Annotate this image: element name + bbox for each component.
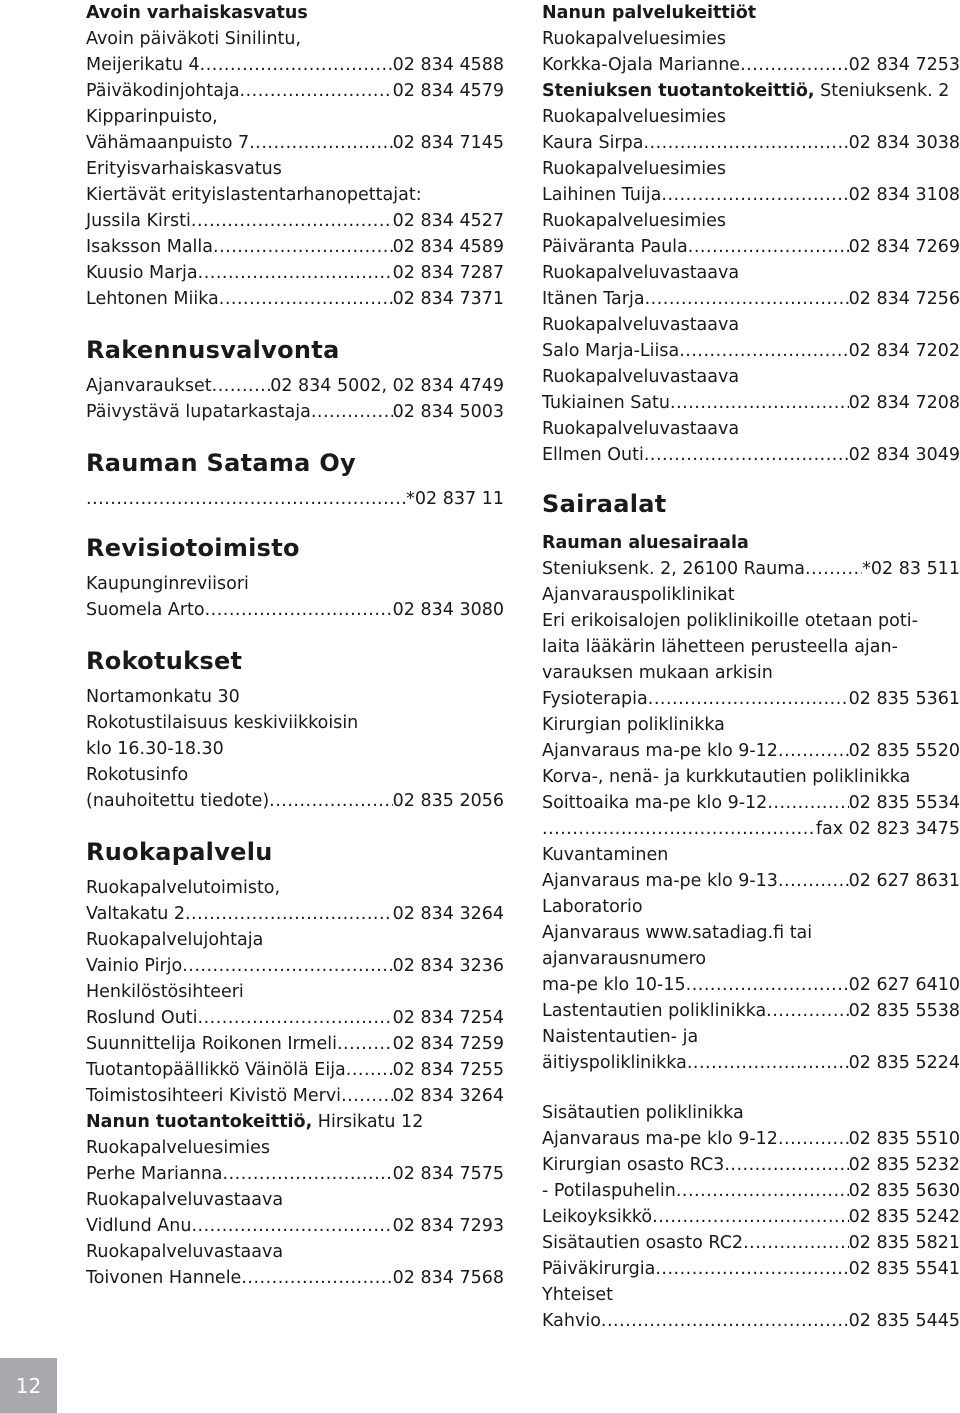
directory-entry xyxy=(542,1256,960,1282)
directory-entry xyxy=(542,234,960,260)
section-heading: Rauman Satama Oy xyxy=(86,449,356,477)
directory-entry xyxy=(86,1265,504,1291)
directory-entry xyxy=(86,901,504,927)
entry-label: Jussila Kirsti xyxy=(86,211,191,231)
phone-number: 02 834 7293 xyxy=(392,1216,504,1236)
text-line: Ruokapalveluvastaava xyxy=(542,367,740,387)
phone-number: 02 834 7202 xyxy=(848,341,960,361)
directory-entry xyxy=(86,130,504,156)
directory-entry xyxy=(86,286,504,312)
leader-dots xyxy=(766,998,848,1024)
directory-entry xyxy=(86,486,504,512)
leader-dots xyxy=(346,1057,393,1083)
directory-entry xyxy=(86,788,504,814)
text-line: Ruokapalveluvastaava xyxy=(542,419,740,439)
phone-number: 02 834 7208 xyxy=(848,393,960,413)
text-line: Ruokapalveluesimies xyxy=(542,29,727,49)
section-heading: Rakennusvalvonta xyxy=(86,336,340,364)
entry-label: Korkka-Ojala Marianne xyxy=(542,55,741,75)
phone-number: 02 834 7568 xyxy=(392,1268,504,1288)
phone-number: 02 834 4588 xyxy=(392,55,504,75)
phone-number: 02 834 3264 xyxy=(392,904,504,924)
entry-label: - Potilaspuhelin xyxy=(542,1181,676,1201)
directory-entry xyxy=(86,234,504,260)
leader-dots xyxy=(686,972,849,998)
directory-entry xyxy=(86,52,504,78)
leader-dots xyxy=(644,442,849,468)
entry-label: (nauhoitettu tiedote) xyxy=(86,791,270,811)
directory-entry xyxy=(542,286,960,312)
section-heading: Rokotukset xyxy=(86,647,243,675)
leader-dots xyxy=(223,1161,393,1187)
phone-number: 02 834 7269 xyxy=(848,237,960,257)
phone-number: 02 835 5520 xyxy=(848,741,960,761)
entry-label: Steniuksenk. 2, 26100 Rauma xyxy=(542,559,806,579)
phone-number: 02 834 4527 xyxy=(392,211,504,231)
entry-label: Soittoaika ma-pe klo 9-12 xyxy=(542,793,768,813)
phone-number: 02 834 7371 xyxy=(392,289,504,309)
phone-number: 02 834 3264 xyxy=(392,1086,504,1106)
leader-dots xyxy=(205,597,393,623)
address-text: Hirsikatu 12 xyxy=(312,1112,424,1132)
leader-dots xyxy=(652,1204,849,1230)
entry-label: Kirurgian osasto RC3 xyxy=(542,1155,725,1175)
text-line: Henkilöstösihteeri xyxy=(86,982,244,1002)
leader-dots xyxy=(86,486,406,512)
leader-dots xyxy=(648,686,849,712)
phone-number: 02 834 7259 xyxy=(392,1034,504,1054)
phone-number: 02 835 5232 xyxy=(848,1155,960,1175)
phone-number: 02 835 5510 xyxy=(848,1129,960,1149)
directory-entry xyxy=(542,686,960,712)
section-heading: Sairaalat xyxy=(542,490,667,518)
directory-entry xyxy=(542,1204,960,1230)
directory-entry xyxy=(542,816,960,842)
leader-dots xyxy=(542,816,816,842)
text-line: Rokotustilaisuus keskiviikkoisin xyxy=(86,713,359,733)
directory-entry xyxy=(542,790,960,816)
directory-entry xyxy=(86,1031,504,1057)
entry-label: Itänen Tarja xyxy=(542,289,645,309)
phone-number: 02 835 5361 xyxy=(848,689,960,709)
entry-label: Ajanvaraus ma-pe klo 9-12 xyxy=(542,1129,778,1149)
leader-dots xyxy=(778,868,849,894)
entry-label: Isaksson Malla xyxy=(86,237,214,257)
leader-dots xyxy=(679,338,848,364)
leader-dots xyxy=(688,234,849,260)
text-line: Kuvantaminen xyxy=(542,845,669,865)
text-line: Kiertävät erityislastentarhanopettajat: xyxy=(86,185,422,205)
phone-number: 02 834 7253 xyxy=(848,55,960,75)
leader-dots xyxy=(341,1083,393,1109)
directory-entry xyxy=(542,1308,960,1334)
leader-dots xyxy=(645,286,849,312)
phone-number: 02 834 7575 xyxy=(392,1164,504,1184)
entry-label: Päivystävä lupatarkastaja xyxy=(86,402,311,422)
section-heading: Ruokapalvelu xyxy=(86,838,273,866)
directory-entry xyxy=(542,738,960,764)
directory-entry xyxy=(86,597,504,623)
entry-label: Vähämaanpuisto 7 xyxy=(86,133,250,153)
phone-number: 02 835 5224 xyxy=(848,1053,960,1073)
leader-dots xyxy=(240,78,393,104)
entry-label: Lehtonen Miika xyxy=(86,289,219,309)
text-line: Ruokapalvelutoimisto, xyxy=(86,878,281,898)
text-line: Erityisvarhaiskasvatus xyxy=(86,159,282,179)
phone-number: *02 83 511 xyxy=(862,559,960,579)
entry-label: Kaura Sirpa xyxy=(542,133,644,153)
entry-label: Meijerikatu 4 xyxy=(86,55,200,75)
text-line: Korva-, nenä- ja kurkkutautien poliklinikka xyxy=(542,767,911,787)
phone-number: 02 834 3038 xyxy=(848,133,960,153)
text-line: Yhteiset xyxy=(542,1285,614,1305)
entry-label: Suomela Arto xyxy=(86,600,205,620)
directory-entry xyxy=(86,1161,504,1187)
subheading: Avoin varhaiskasvatus xyxy=(86,3,308,23)
entry-label: Vainio Pirjo xyxy=(86,956,183,976)
entry-label: Päiväkirurgia xyxy=(542,1259,656,1279)
entry-label: Tuotantopäällikkö Väinölä Eija xyxy=(86,1060,346,1080)
entry-label: Toimistosihteeri Kivistö Mervi xyxy=(86,1086,342,1106)
directory-entry xyxy=(542,442,960,468)
directory-entry xyxy=(542,972,960,998)
phone-number: 02 834 3108 xyxy=(848,185,960,205)
entry-label: Kuusio Marja xyxy=(86,263,198,283)
leader-dots xyxy=(740,52,849,78)
bold-label: Nanun tuotantokeittiö, xyxy=(86,1112,313,1132)
phone-number: 02 834 7256 xyxy=(848,289,960,309)
directory-entry xyxy=(86,1213,504,1239)
entry-label: Leikoyksikkö xyxy=(542,1207,653,1227)
phone-number: *02 837 11 xyxy=(406,489,504,509)
text-line xyxy=(86,1109,423,1135)
directory-entry xyxy=(86,373,504,399)
leader-dots xyxy=(337,1031,393,1057)
entry-label: Tukiainen Satu xyxy=(542,393,671,413)
phone-number: 02 835 5821 xyxy=(848,1233,960,1253)
text-line: Kaupunginreviisori xyxy=(86,574,249,594)
leader-dots xyxy=(182,953,392,979)
leader-dots xyxy=(249,130,392,156)
text-line: Rokotusinfo xyxy=(86,765,189,785)
phone-number: 02 834 5002, 02 834 4749 xyxy=(270,376,504,396)
directory-entry xyxy=(542,1050,960,1076)
directory-entry xyxy=(86,399,504,425)
text-line: Ruokapalveluesimies xyxy=(86,1138,271,1158)
directory-entry xyxy=(86,78,504,104)
text-line: Kirurgian poliklinikka xyxy=(542,715,725,735)
directory-entry xyxy=(542,1178,960,1204)
leader-dots xyxy=(724,1152,848,1178)
directory-entry xyxy=(86,260,504,286)
text-line: klo 16.30-18.30 xyxy=(86,739,224,759)
entry-label: Suunnittelija Roikonen Irmeli xyxy=(86,1034,337,1054)
text-line: Ajanvarauspoliklinikat xyxy=(542,585,735,605)
entry-label: Lastentautien poliklinikka xyxy=(542,1001,767,1021)
leader-dots xyxy=(191,208,393,234)
phone-number: 02 835 5538 xyxy=(848,1001,960,1021)
phone-number: 02 834 3049 xyxy=(848,445,960,465)
phone-number: 02 834 7255 xyxy=(392,1060,504,1080)
leader-dots xyxy=(805,556,862,582)
directory-entry xyxy=(542,1230,960,1256)
directory-entry xyxy=(542,556,960,582)
directory-entry xyxy=(542,130,960,156)
text-line: varauksen mukaan arkisin xyxy=(542,663,773,683)
phone-number: 02 834 3080 xyxy=(392,600,504,620)
page-number: 12 xyxy=(0,1358,57,1413)
leader-dots xyxy=(185,901,393,927)
leader-dots xyxy=(661,182,848,208)
entry-label: Ajanvaraukset xyxy=(86,376,212,396)
entry-label: Salo Marja-Liisa xyxy=(542,341,680,361)
phone-number: 02 834 7145 xyxy=(392,133,504,153)
text-line xyxy=(542,78,949,104)
text-line: Ruokapalveluesimies xyxy=(542,211,727,231)
address-text: Steniuksenk. 2 xyxy=(814,81,950,101)
entry-label: Valtakatu 2 xyxy=(86,904,185,924)
text-line: Ruokapalveluesimies xyxy=(542,107,727,127)
text-line: laita lääkärin lähetteen perusteella ajan- xyxy=(542,637,898,657)
bold-label: Steniuksen tuotantokeittiö, xyxy=(542,81,815,101)
phone-number: 02 835 2056 xyxy=(392,791,504,811)
entry-label: Päiväranta Paula xyxy=(542,237,688,257)
subheading: Nanun palvelukeittiöt xyxy=(542,3,757,23)
entry-label: Laihinen Tuija xyxy=(542,185,662,205)
directory-entry xyxy=(86,953,504,979)
directory-entry xyxy=(542,1152,960,1178)
text-line: Sisätautien poliklinikka xyxy=(542,1103,744,1123)
entry-label: Ellmen Outi xyxy=(542,445,644,465)
leader-dots xyxy=(655,1256,848,1282)
leader-dots xyxy=(219,286,393,312)
phone-number: 02 834 4589 xyxy=(392,237,504,257)
subheading: Rauman aluesairaala xyxy=(542,533,749,553)
entry-label: Ajanvaraus ma-pe klo 9-12 xyxy=(542,741,778,761)
leader-dots xyxy=(198,1005,393,1031)
phone-number: fax 02 823 3475 xyxy=(815,819,960,839)
entry-label: Päiväkodinjohtaja xyxy=(86,81,240,101)
directory-entry xyxy=(542,1126,960,1152)
text-line: Ruokapalveluvastaava xyxy=(542,263,740,283)
entry-label: Perhe Marianna xyxy=(86,1164,223,1184)
leader-dots xyxy=(212,373,271,399)
phone-number: 02 835 5445 xyxy=(848,1311,960,1331)
phone-number: 02 627 8631 xyxy=(848,871,960,891)
leader-dots xyxy=(241,1265,392,1291)
phone-number: 02 835 5541 xyxy=(848,1259,960,1279)
leader-dots xyxy=(200,52,393,78)
text-line: Laboratorio xyxy=(542,897,643,917)
directory-entry xyxy=(542,390,960,416)
text-line: Ajanvaraus www.satadiag.fi tai xyxy=(542,923,813,943)
phone-number: 02 834 4579 xyxy=(392,81,504,101)
leader-dots xyxy=(670,390,849,416)
leader-dots xyxy=(778,738,849,764)
text-line: Eri erikoisalojen poliklinikoille otetaan poti- xyxy=(542,611,918,631)
text-line: ajanvarausnumero xyxy=(542,949,707,969)
phone-number: 02 834 3236 xyxy=(392,956,504,976)
leader-dots xyxy=(778,1126,849,1152)
leader-dots xyxy=(213,234,393,260)
text-line: Naistentautien- ja xyxy=(542,1027,699,1047)
leader-dots xyxy=(198,260,393,286)
entry-label: Fysioterapia xyxy=(542,689,648,709)
directory-entry xyxy=(86,1083,504,1109)
directory-entry xyxy=(542,52,960,78)
directory-entry xyxy=(542,182,960,208)
phone-number: 02 835 5242 xyxy=(848,1207,960,1227)
text-line: Ruokapalveluesimies xyxy=(542,159,727,179)
directory-entry xyxy=(86,208,504,234)
directory-entry xyxy=(86,1057,504,1083)
leader-dots xyxy=(676,1178,849,1204)
text-line: Kipparinpuisto, xyxy=(86,107,218,127)
phone-number: 02 834 7287 xyxy=(392,263,504,283)
text-line: Nortamonkatu 30 xyxy=(86,687,240,707)
entry-label: äitiyspoliklinikka xyxy=(542,1053,687,1073)
section-heading: Revisiotoimisto xyxy=(86,534,300,562)
leader-dots xyxy=(643,130,848,156)
entry-label: Ajanvaraus ma-pe klo 9-13 xyxy=(542,871,778,891)
phone-number: 02 835 5534 xyxy=(848,793,960,813)
text-line: Ruokapalveluvastaava xyxy=(86,1190,284,1210)
leader-dots xyxy=(311,399,393,425)
entry-label: Toivonen Hannele xyxy=(86,1268,242,1288)
text-line: Ruokapalveluvastaava xyxy=(86,1242,284,1262)
leader-dots xyxy=(269,788,392,814)
leader-dots xyxy=(191,1213,392,1239)
text-line: Ruokapalveluvastaava xyxy=(542,315,740,335)
directory-entry xyxy=(86,1005,504,1031)
directory-entry xyxy=(542,338,960,364)
entry-label: Vidlund Anu xyxy=(86,1216,192,1236)
text-line: Avoin päiväkoti Sinilintu, xyxy=(86,29,302,49)
leader-dots xyxy=(601,1308,849,1334)
phone-number: 02 835 5630 xyxy=(848,1181,960,1201)
phone-number: 02 627 6410 xyxy=(848,975,960,995)
phone-number: 02 834 5003 xyxy=(392,402,504,422)
entry-label: Sisätautien osasto RC2 xyxy=(542,1233,744,1253)
directory-entry xyxy=(542,868,960,894)
leader-dots xyxy=(687,1050,849,1076)
entry-label: Kahvio xyxy=(542,1311,601,1331)
entry-label: ma-pe klo 10-15 xyxy=(542,975,686,995)
directory-entry xyxy=(542,998,960,1024)
leader-dots xyxy=(767,790,848,816)
leader-dots xyxy=(743,1230,849,1256)
phone-number: 02 834 7254 xyxy=(392,1008,504,1028)
text-line: Ruokapalvelujohtaja xyxy=(86,930,264,950)
entry-label: Roslund Outi xyxy=(86,1008,198,1028)
